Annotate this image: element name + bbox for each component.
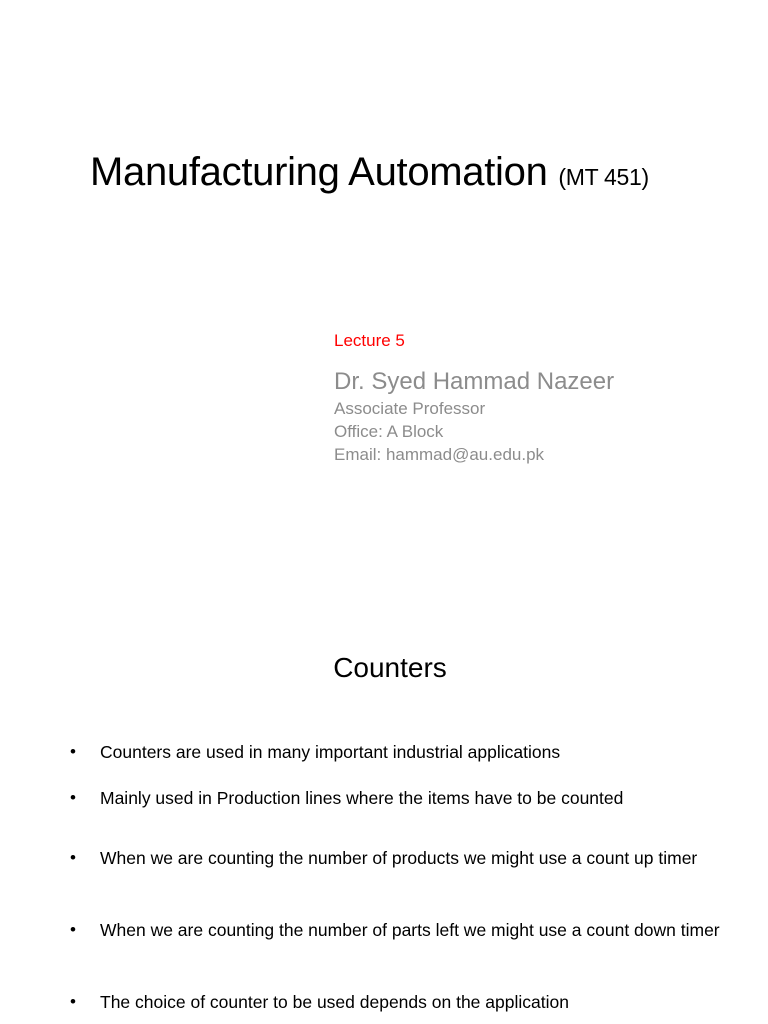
presenter-position: Associate Professor: [334, 399, 486, 418]
bullet-text: When we are counting the number of products we might use a count up timer: [100, 848, 698, 868]
lecture-number: Lecture 5: [334, 331, 405, 350]
section-title: Counters: [333, 652, 447, 683]
bullet-icon: •: [70, 788, 76, 807]
bullet-text: Mainly used in Production lines where the items have to be counted: [100, 788, 624, 808]
bullet-icon: •: [70, 920, 76, 939]
presenter-office: Office: A Block: [334, 422, 444, 441]
bullet-item: [70, 917, 760, 943]
bullet-text: Counters are used in many important industrial applications: [100, 742, 561, 762]
presenter-name: Dr. Syed Hammad Nazeer: [334, 368, 615, 395]
presenter-email: Email: hammad@au.edu.pk: [334, 445, 545, 464]
bullet-item: [70, 739, 760, 765]
bullet-item: [70, 785, 760, 811]
bullet-text: The choice of counter to be used depends on the application: [100, 992, 569, 1012]
bullet-text: When we are counting the number of parts left we might use a count down timer: [100, 920, 720, 940]
course-title: Manufacturing Automation: [90, 150, 548, 194]
subtitle-block: [334, 330, 614, 466]
slide-title: [90, 146, 649, 203]
bullet-item: [70, 989, 760, 1015]
counters-slide: [0, 600, 768, 1024]
bullet-icon: •: [70, 742, 76, 761]
bullet-icon: •: [70, 992, 76, 1011]
course-code: (MT 451): [558, 164, 649, 190]
bullet-item: [70, 845, 760, 871]
bullet-icon: •: [70, 848, 76, 867]
